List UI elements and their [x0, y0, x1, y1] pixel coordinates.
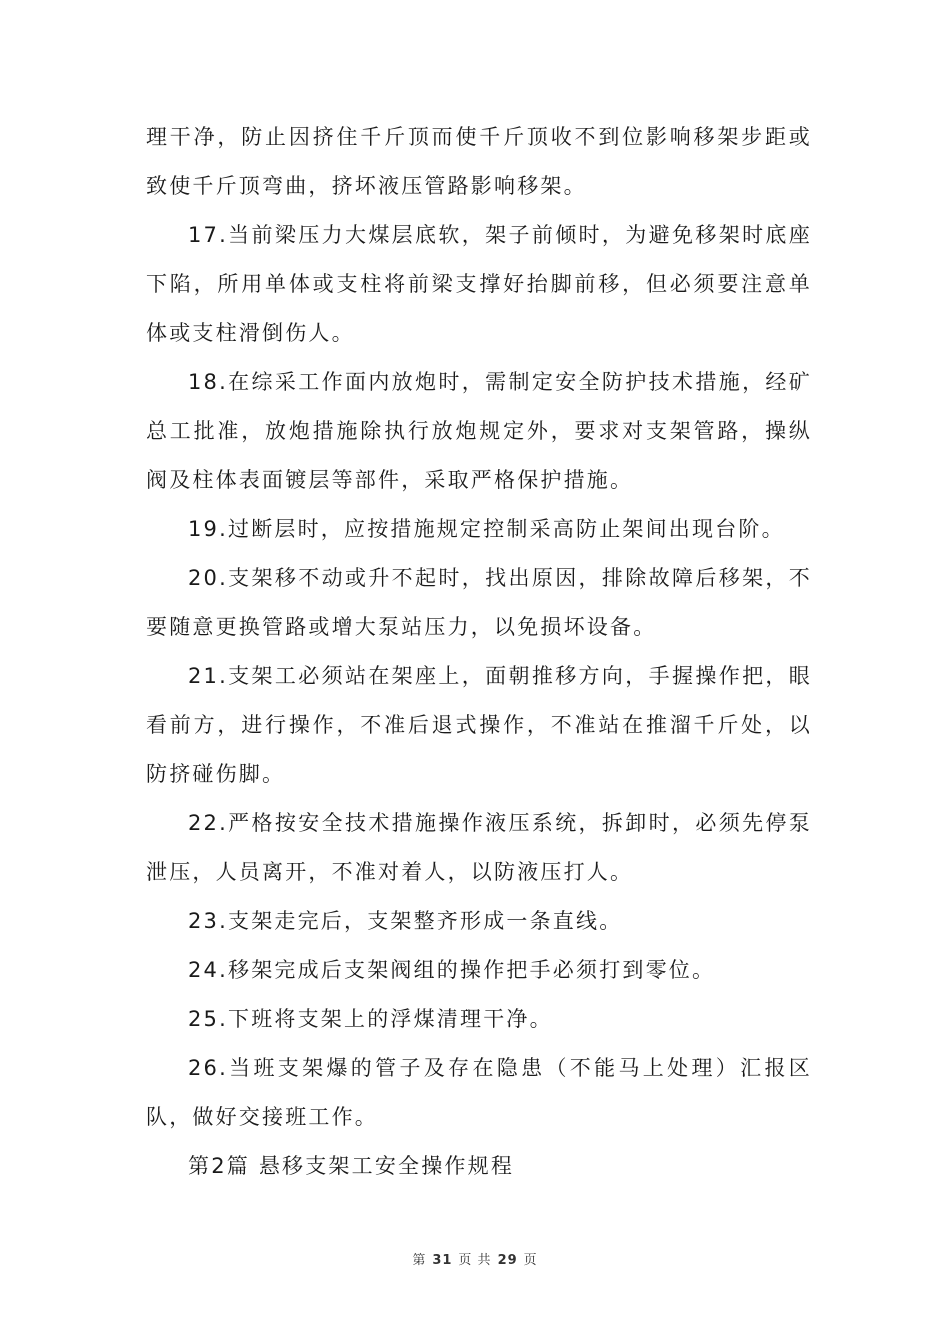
paragraph: 25.下班将支架上的浮煤清理干净。: [188, 1007, 553, 1031]
section-heading: 第2篇 悬移支架工安全操作规程: [188, 1154, 515, 1178]
paragraph: 22.严格按安全技术措施操作液压系统，拆卸时，必须先停泵泄压，人员离开，不准对着人，以防液压打人。: [146, 811, 812, 884]
body-text: [146, 113, 812, 1191]
total-pages-number: 29: [497, 1253, 518, 1268]
page-footer: [0, 1249, 950, 1268]
paragraph: 20.支架移不动或升不起时，找出原因，排除故障后移架，不要随意更换管路或增大泵站压力，以免损坏设备。: [146, 566, 812, 639]
paragraph: 21.支架工必须站在架座上，面朝推移方向，手握操作把，眼看前方，进行操作，不准后退式操作，不准站在推溜千斤处，以防挤碰伤脚。: [146, 664, 812, 786]
paragraph: 18.在综采工作面内放炮时，需制定安全防护技术措施，经矿总工批准，放炮措施除执行放炮规定外，要求对支架管路，操纵阀及柱体表面镀层等部件，采取严格保护措施。: [146, 370, 812, 492]
paragraph: 17.当前梁压力大煤层底软，架子前倾时，为避免移架时底座下陷，所用单体或支柱将前梁支撑好抬脚前移，但必须要注意单体或支柱滑倒伤人。: [146, 223, 812, 345]
paragraph: 24.移架完成后支架阀组的操作把手必须打到零位。: [188, 958, 716, 982]
current-page-number: 31: [432, 1253, 453, 1268]
footer-prefix: 第: [412, 1253, 427, 1268]
footer-middle: 页 共: [458, 1253, 492, 1268]
footer-suffix: 页: [523, 1253, 538, 1268]
paragraph: 23.支架走完后，支架整齐形成一条直线。: [188, 909, 623, 933]
paragraph: 理干净，防止因挤住千斤顶而使千斤顶收不到位影响移架步距或致使千斤顶弯曲，挤坏液压管路影响移架。: [146, 125, 812, 198]
paragraph: 26.当班支架爆的管子及存在隐患（不能马上处理）汇报区队，做好交接班工作。: [146, 1056, 812, 1129]
paragraph: 19.过断层时，应按措施规定控制采高防止架间出现台阶。: [188, 517, 785, 541]
